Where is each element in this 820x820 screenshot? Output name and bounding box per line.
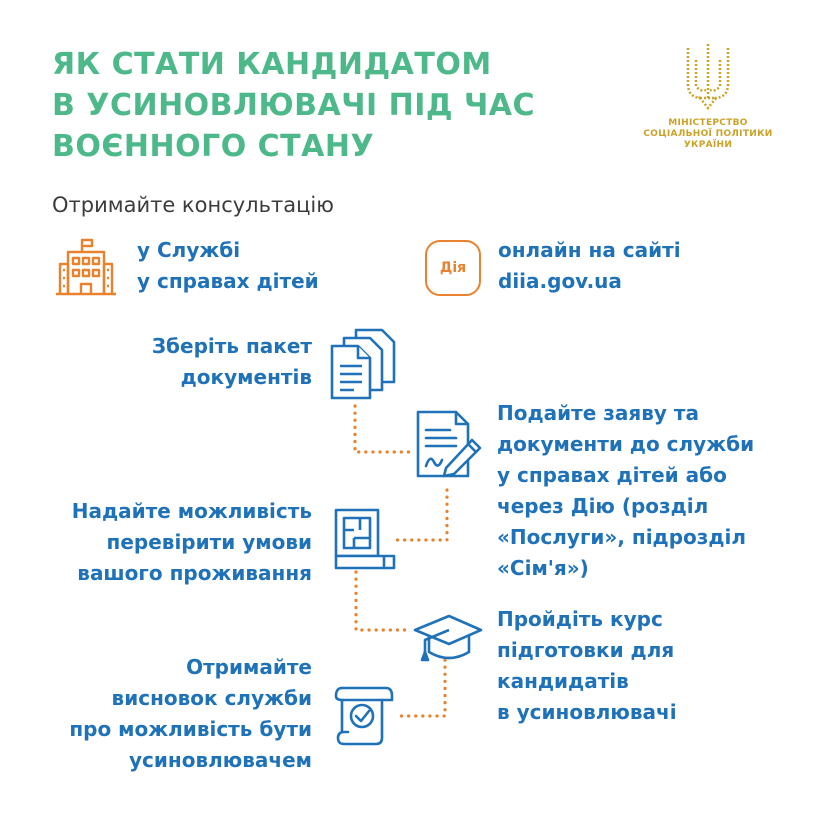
step-receive-conclusion: [69, 652, 312, 776]
step-line: в усиновлювачі: [497, 700, 677, 724]
step-housing-check: [72, 496, 312, 589]
step-line: Зберіть пакет: [151, 334, 312, 358]
step-line: «Сім'я»): [497, 556, 589, 580]
house-plan-icon: [334, 508, 396, 572]
step-line: документи до служби: [497, 432, 755, 456]
step-line: підготовки для: [497, 638, 675, 662]
step-line: Надайте можливість: [71, 499, 312, 523]
step-line: документів: [180, 365, 312, 389]
step-line: «Послуги», підрозділ: [497, 525, 747, 549]
signing-icon: [416, 410, 482, 480]
step-line: перевірити умови: [106, 530, 312, 554]
online-line-1: онлайн на сайті: [498, 238, 681, 262]
title-line-1: ЯК СТАТИ КАНДИДАТОМ: [52, 47, 492, 82]
documents-icon: [330, 328, 396, 400]
ministry-line-2: СОЦІАЛЬНОЇ ПОЛІТИКИ: [643, 129, 773, 139]
step-line: висновок служби: [111, 686, 312, 710]
title-line-2: В УСИНОВЛЮВАЧІ ПІД ЧАС: [52, 88, 536, 123]
step-line: вашого проживання: [77, 561, 312, 585]
step-line: у справах дітей або: [497, 463, 727, 487]
step-line: Пройдіть курс: [497, 607, 663, 631]
step-line: кандидатів: [497, 669, 629, 693]
title-line-3: ВОЄННОГО СТАНУ: [52, 129, 375, 164]
ministry-line-3: УКРАЇНИ: [683, 140, 733, 150]
step-line: усиновлювачем: [128, 748, 312, 772]
service-line-1: у Службі: [137, 238, 241, 262]
step-line: Отримайте: [186, 655, 312, 679]
step-collect-documents: [152, 331, 312, 393]
online-line-2: diia.gov.ua: [498, 269, 622, 293]
step-line: через Дію (розділ: [497, 494, 709, 518]
step-training-course: [497, 604, 677, 728]
graduation-cap-icon: [413, 612, 483, 664]
service-line-2: у справах дітей: [137, 269, 319, 293]
step-submit-application: [497, 398, 754, 584]
certificate-icon: [334, 686, 394, 746]
step-line: про можливість бути: [69, 717, 312, 741]
ministry-line-1: МІНІСТЕРСТВО: [668, 118, 748, 128]
diia-badge-label: Дія: [439, 260, 467, 276]
consult-heading: Отримайте консультацію: [52, 193, 334, 217]
step-line: Подайте заяву та: [497, 401, 699, 425]
